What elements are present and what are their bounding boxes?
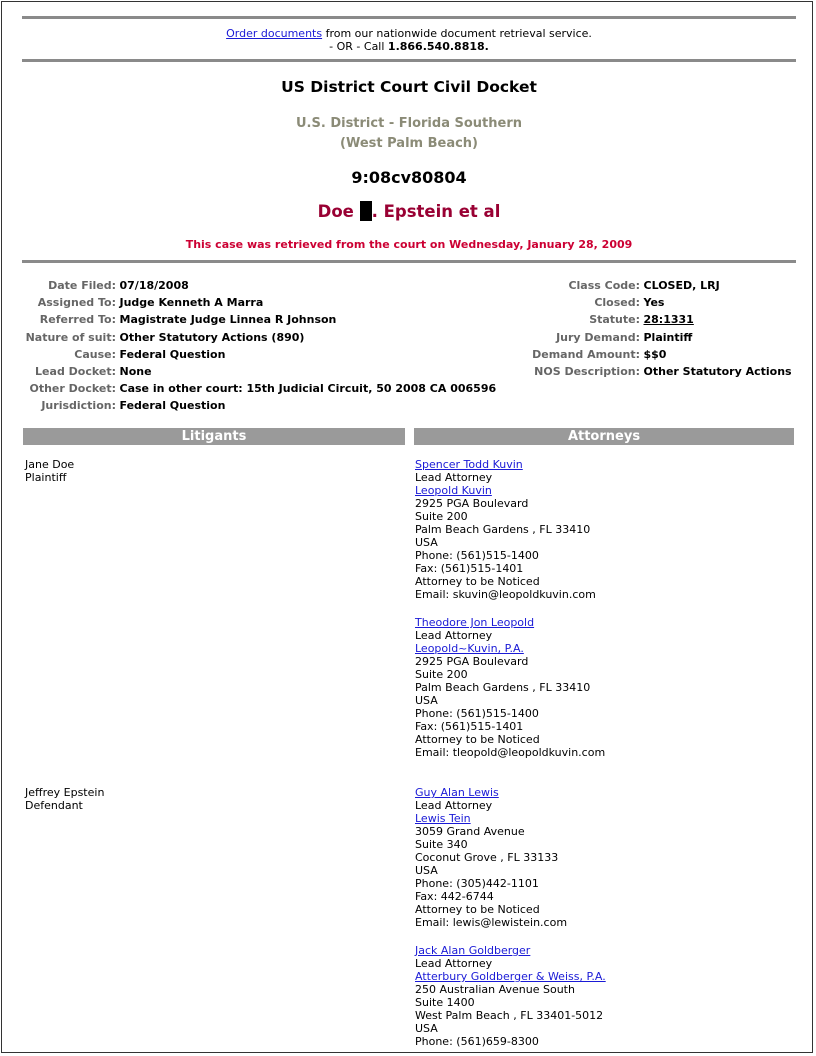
redaction-box [360,201,372,221]
attorney-country: USA [415,1022,438,1035]
attorney-phone: Phone: (561)515-1400 [415,707,539,720]
field-value: Yes [643,296,665,310]
litigant-name: Jane Doe [25,458,75,471]
case-name-rest: . Epstein et al [371,202,501,221]
attorney-email: Email: tleopold@leopoldkuvin.com [415,746,606,759]
attorney-firm-link[interactable]: Leopold~Kuvin, P.A. [415,642,524,655]
court-district: U.S. District - Florida Southern [296,116,522,131]
attorney-phone: Phone: (561)515-1400 [415,549,539,562]
field-label: Date Filed: [48,279,116,292]
field-label: Closed: [594,296,640,310]
case-name-plaintiff: Doe [317,202,360,221]
field-nos-description [472,363,792,380]
field-label: NOS Description: [534,365,640,379]
attorney-country: USA [415,864,438,877]
field-label: Demand Amount: [532,347,640,361]
attorney-phone: Phone: (561)659-8300 [415,1035,539,1048]
attorney-address-2: Suite 200 [415,668,468,681]
attorney-title: Lead Attorney [415,957,493,970]
field-label: Jury Demand: [556,330,640,344]
field-label: Statute: [589,313,640,327]
field-nature-of-suit [2,329,496,346]
attorney-title: Lead Attorney [415,799,493,812]
attorney-name-link[interactable]: Spencer Todd Kuvin [415,458,523,471]
attorney-notice: Attorney to be Noticed [415,575,540,588]
field-jurisdiction [2,397,496,414]
field-label: Lead Docket: [35,365,116,379]
attorney-firm-link[interactable]: Lewis Tein [415,812,471,825]
attorney-notice: Attorney to be Noticed [415,903,540,916]
field-label: Jurisdiction: [41,399,116,413]
field-other-docket [2,380,496,397]
attorney-city: Coconut Grove , FL 33133 [415,851,559,864]
attorney-fax: Fax: (561)515-1401 [415,720,524,733]
field-value: 07/18/2008 [119,279,189,292]
statute-link[interactable]: 28:1331 [643,313,694,327]
attorney-title: Lead Attorney [415,471,493,484]
field-value: Federal Question [119,399,226,413]
attorney-block [415,458,596,601]
field-demand-amount [472,346,792,363]
page-title: US District Court Civil Docket [281,78,537,96]
docket-page [1,1,813,1053]
attorney-city: Palm Beach Gardens , FL 33410 [415,523,591,536]
litigant-role: Defendant [25,799,83,812]
field-jury-demand [472,329,792,346]
field-value: Magistrate Judge Linnea R Johnson [119,313,337,327]
litigants-header: Litigants [23,428,405,445]
field-label: Other Docket: [29,382,116,396]
fields-rule [22,260,796,263]
field-value: Plaintiff [643,330,693,344]
order-phone: 1.866.540.8818. [387,40,489,53]
attorney-block [415,944,606,1048]
field-value: None [119,365,152,379]
field-closed [472,294,792,311]
retrieved-notice: This case was retrieved from the court on Wednesday, January 28, 2009 [185,238,633,251]
attorney-fax: Fax: (561)515-1401 [415,562,524,575]
case-name [2,201,813,221]
attorney-city: West Palm Beach , FL 33401-5012 [415,1009,604,1022]
attorney-address-1: 3059 Grand Avenue [415,825,525,838]
field-assigned-to [2,294,496,311]
attorney-block [415,786,567,929]
attorney-address-1: 2925 PGA Boulevard [415,655,529,668]
field-label: Referred To: [39,313,116,327]
field-date-filed [2,277,496,294]
field-label: Cause: [74,347,116,361]
field-referred-to [2,311,496,328]
attorneys-header: Attorneys [414,428,794,445]
attorney-address-1: 2925 PGA Boulevard [415,497,529,510]
field-value: Other Statutory Actions (890) [119,330,305,344]
field-lead-docket [2,363,496,380]
attorney-block [415,616,605,759]
field-class-code [472,277,792,294]
case-fields-right [472,277,792,380]
court-division: (West Palm Beach) [340,136,478,151]
attorney-fax: Fax: 442-6744 [415,890,494,903]
field-value: Judge Kenneth A Marra [119,296,264,310]
top-rule [22,16,796,19]
field-label: Class Code: [568,279,640,292]
case-fields-left [2,277,496,415]
attorney-name-link[interactable]: Jack Alan Goldberger [415,944,531,957]
order-banner [2,27,813,53]
header-rule [22,59,796,62]
attorney-email: Email: skuvin@leopoldkuvin.com [415,588,596,601]
attorney-address-1: 250 Australian Avenue South [415,983,575,996]
field-value: CLOSED, LRJ [643,279,720,292]
attorney-firm-link[interactable]: Atterbury Goldberger & Weiss, P.A. [415,970,606,983]
field-value: Case in other court: 15th Judicial Circuit, 50 2008 CA 006596 [119,382,497,396]
field-value: $$0 [643,347,667,361]
court-name [2,114,813,154]
case-number: 9:08cv80804 [351,168,467,187]
field-cause [2,346,496,363]
call-prefix: - OR - Call [329,40,388,53]
attorney-title: Lead Attorney [415,629,493,642]
field-value: Other Statutory Actions [643,365,792,379]
field-label: Nature of suit: [25,330,116,344]
field-value: Federal Question [119,347,226,361]
attorney-notice: Attorney to be Noticed [415,733,540,746]
attorney-city: Palm Beach Gardens , FL 33410 [415,681,591,694]
litigant-name: Jeffrey Epstein [25,786,105,799]
litigant-role: Plaintiff [25,471,67,484]
order-text: from our nationwide document retrieval service. [322,27,592,40]
attorney-name-link[interactable]: Guy Alan Lewis [415,786,499,799]
attorney-firm-link[interactable]: Leopold Kuvin [415,484,492,497]
attorney-name-link[interactable]: Theodore Jon Leopold [415,616,535,629]
attorney-address-2: Suite 1400 [415,996,475,1009]
attorney-email: Email: lewis@lewistein.com [415,916,568,929]
order-documents-link[interactable]: Order documents [226,27,323,40]
attorney-address-2: Suite 340 [415,838,468,851]
field-label: Assigned To: [37,296,116,310]
attorney-address-2: Suite 200 [415,510,468,523]
litigant [25,458,74,484]
attorney-country: USA [415,536,438,549]
field-statute [472,311,792,328]
litigant [25,786,104,812]
attorney-phone: Phone: (305)442-1101 [415,877,539,890]
attorney-country: USA [415,694,438,707]
